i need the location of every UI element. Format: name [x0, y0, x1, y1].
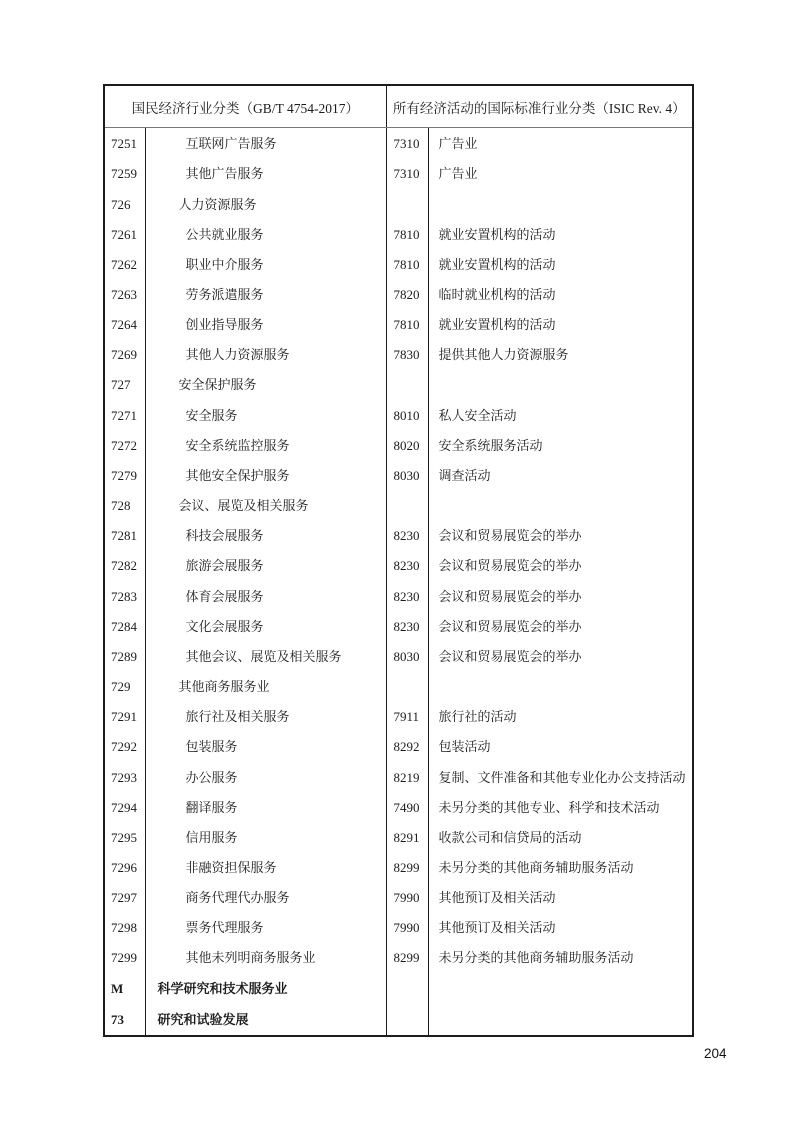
table-row: [104, 641, 693, 671]
isic-name-cell: 未另分类的其他商务辅助服务活动: [438, 950, 634, 966]
isic-code-cell: 8010: [386, 400, 428, 430]
table-row: [104, 159, 693, 189]
gb-name-cell: 公共就业服务: [145, 219, 386, 249]
gb-name-cell: 科学研究和技术服务业: [145, 973, 386, 1003]
isic-name-cell: [428, 671, 693, 701]
isic-name-cell: 提供其他人力资源服务: [438, 347, 569, 363]
gb-name-cell: 其他安全保护服务: [145, 460, 386, 490]
isic-code-cell: 8230: [386, 521, 428, 551]
isic-code-cell: 7810: [386, 219, 428, 249]
gb-name-cell: 职业中介服务: [145, 249, 386, 279]
isic-code-cell: 7990: [386, 883, 428, 913]
isic-code-cell: [386, 189, 428, 219]
isic-name-cell: [428, 189, 693, 219]
gb-code-cell: 7297: [104, 883, 145, 913]
gb-name-cell: 其他人力资源服务: [145, 340, 386, 370]
isic-name-cell: 会议和贸易展览会的举办: [438, 648, 582, 664]
isic-name-cell: [428, 491, 693, 521]
isic-name-cell: 临时就业机构的活动: [438, 287, 556, 303]
gb-code-cell: 7271: [104, 400, 145, 430]
table-row: [104, 883, 693, 913]
gb-name-cell: 互联网广告服务: [145, 128, 386, 159]
isic-name-cell: 其他预订及相关活动: [438, 890, 556, 906]
gb-name-cell: 信用服务: [145, 822, 386, 852]
isic-code-cell: 8299: [386, 852, 428, 882]
isic-code-cell: [386, 973, 428, 1003]
gb-name-cell: 其他广告服务: [145, 159, 386, 189]
table-row: [104, 279, 693, 309]
isic-code-cell: 8020: [386, 430, 428, 460]
gb-name-cell: 旅行社及相关服务: [145, 702, 386, 732]
table-row: [104, 822, 693, 852]
isic-name-cell: 调查活动: [438, 467, 491, 483]
gb-name-cell: 劳务派遣服务: [145, 279, 386, 309]
table-row: [104, 671, 693, 701]
classification-table: [103, 84, 694, 1037]
gb-code-cell: 7269: [104, 340, 145, 370]
isic-name-cell: [428, 1003, 693, 1036]
gb-name-cell: 翻译服务: [145, 792, 386, 822]
table-row: [104, 128, 693, 159]
gb-name-cell: 安全保护服务: [145, 370, 386, 400]
table-row: [104, 310, 693, 340]
isic-code-cell: 7310: [386, 128, 428, 159]
isic-code-cell: [386, 370, 428, 400]
gb-code-cell: M: [104, 973, 145, 1003]
page-number: 204: [704, 1046, 727, 1061]
isic-code-cell: 7830: [386, 340, 428, 370]
gb-code-cell: 727: [104, 370, 145, 400]
table-row: [104, 521, 693, 551]
gb-name-cell: 商务代理代办服务: [145, 883, 386, 913]
gb-code-cell: 7261: [104, 219, 145, 249]
table-row: [104, 762, 693, 792]
gb-code-cell: 7281: [104, 521, 145, 551]
gb-name-cell: 票务代理服务: [145, 913, 386, 943]
gb-code-cell: 7292: [104, 732, 145, 762]
isic-code-cell: 7490: [386, 792, 428, 822]
gb-name-cell: 其他商务服务业: [145, 671, 386, 701]
gb-name-cell: 体育会展服务: [145, 581, 386, 611]
isic-name-cell: 未另分类的其他商务辅助服务活动: [438, 859, 634, 875]
table-row: [104, 249, 693, 279]
isic-name-cell: 广告业: [438, 166, 478, 182]
gb-name-cell: 其他未列明商务服务业: [145, 943, 386, 973]
gb-code-cell: 7263: [104, 279, 145, 309]
isic-code-cell: [386, 671, 428, 701]
table-row: [104, 973, 693, 1003]
header-row: [104, 85, 693, 128]
table-row: [104, 913, 693, 943]
isic-name-cell: 会议和贸易展览会的举办: [438, 558, 582, 574]
isic-name-cell: 私人安全活动: [438, 407, 517, 423]
gb-code-cell: 7289: [104, 641, 145, 671]
isic-code-cell: [386, 1003, 428, 1036]
isic-name-cell: 其他预订及相关活动: [438, 920, 556, 936]
gb-code-cell: 7259: [104, 159, 145, 189]
isic-code-cell: 8030: [386, 460, 428, 490]
gb-code-cell: 7262: [104, 249, 145, 279]
gb-name-cell: 旅游会展服务: [145, 551, 386, 581]
header-isic-classification: 所有经济活动的国际标准行业分类（ISIC Rev. 4）: [386, 85, 693, 128]
isic-name-cell: 就业安置机构的活动: [438, 226, 556, 242]
gb-name-cell: 安全服务: [145, 400, 386, 430]
table-row: [104, 189, 693, 219]
isic-code-cell: [386, 491, 428, 521]
gb-name-cell: 科技会展服务: [145, 521, 386, 551]
isic-name-cell: 复制、文件准备和其他专业化办公支持活动: [438, 769, 686, 785]
gb-code-cell: 7293: [104, 762, 145, 792]
isic-name-cell: 会议和贸易展览会的举办: [438, 618, 582, 634]
table-row: [104, 219, 693, 249]
isic-code-cell: 8230: [386, 581, 428, 611]
isic-code-cell: 7911: [386, 702, 428, 732]
gb-name-cell: 非融资担保服务: [145, 852, 386, 882]
gb-name-cell: 人力资源服务: [145, 189, 386, 219]
isic-name-cell: 就业安置机构的活动: [438, 256, 556, 272]
gb-name-cell: 会议、展览及相关服务: [145, 491, 386, 521]
table-row: [104, 340, 693, 370]
table-row: [104, 430, 693, 460]
table-row: [104, 702, 693, 732]
gb-name-cell: 办公服务: [145, 762, 386, 792]
table-row: [104, 460, 693, 490]
table-body: [104, 128, 693, 1037]
table-row: [104, 551, 693, 581]
isic-name-cell: 旅行社的活动: [438, 709, 517, 725]
gb-code-cell: 728: [104, 491, 145, 521]
table-row: [104, 611, 693, 641]
header-gb-classification: 国民经济行业分类（GB/T 4754-2017）: [104, 85, 386, 128]
gb-code-cell: 7294: [104, 792, 145, 822]
isic-code-cell: 8291: [386, 822, 428, 852]
isic-code-cell: 8292: [386, 732, 428, 762]
isic-name-cell: [428, 370, 693, 400]
gb-code-cell: 7283: [104, 581, 145, 611]
gb-name-cell: 包装服务: [145, 732, 386, 762]
table-row: [104, 491, 693, 521]
table-row: [104, 581, 693, 611]
gb-code-cell: 7272: [104, 430, 145, 460]
table-row: [104, 732, 693, 762]
gb-code-cell: 73: [104, 1003, 145, 1036]
isic-name-cell: 收款公司和信贷局的活动: [438, 829, 582, 845]
isic-name-cell: 包装活动: [438, 739, 491, 755]
gb-code-cell: 7298: [104, 913, 145, 943]
gb-code-cell: 7291: [104, 702, 145, 732]
gb-code-cell: 726: [104, 189, 145, 219]
isic-code-cell: 8230: [386, 551, 428, 581]
gb-code-cell: 7282: [104, 551, 145, 581]
isic-name-cell: 会议和贸易展览会的举办: [438, 588, 582, 604]
isic-code-cell: 7310: [386, 159, 428, 189]
table-row: [104, 792, 693, 822]
isic-name-cell: 就业安置机构的活动: [438, 317, 556, 333]
gb-code-cell: 7251: [104, 128, 145, 159]
gb-name-cell: 文化会展服务: [145, 611, 386, 641]
table-row: [104, 370, 693, 400]
table-row: [104, 1003, 693, 1036]
gb-code-cell: 7299: [104, 943, 145, 973]
table-row: [104, 852, 693, 882]
gb-name-cell: 安全系统监控服务: [145, 430, 386, 460]
gb-code-cell: 7284: [104, 611, 145, 641]
gb-name-cell: 其他会议、展览及相关服务: [145, 641, 386, 671]
gb-code-cell: 7264: [104, 310, 145, 340]
isic-code-cell: 8230: [386, 611, 428, 641]
gb-name-cell: 研究和试验发展: [145, 1003, 386, 1036]
table-header: [104, 85, 693, 128]
isic-name-cell: 安全系统服务活动: [438, 437, 543, 453]
table-row: [104, 943, 693, 973]
isic-name-cell: 广告业: [438, 135, 478, 151]
gb-code-cell: 7296: [104, 852, 145, 882]
isic-name-cell: [428, 973, 693, 1003]
isic-code-cell: 8219: [386, 762, 428, 792]
gb-code-cell: 7295: [104, 822, 145, 852]
isic-code-cell: 8299: [386, 943, 428, 973]
isic-code-cell: 7810: [386, 310, 428, 340]
gb-code-cell: 729: [104, 671, 145, 701]
table-row: [104, 400, 693, 430]
gb-code-cell: 7279: [104, 460, 145, 490]
isic-code-cell: 7820: [386, 279, 428, 309]
gb-name-cell: 创业指导服务: [145, 310, 386, 340]
isic-code-cell: 7990: [386, 913, 428, 943]
isic-name-cell: 会议和贸易展览会的举办: [438, 528, 582, 544]
isic-code-cell: 8030: [386, 641, 428, 671]
isic-name-cell: 未另分类的其他专业、科学和技术活动: [438, 799, 660, 815]
isic-code-cell: 7810: [386, 249, 428, 279]
